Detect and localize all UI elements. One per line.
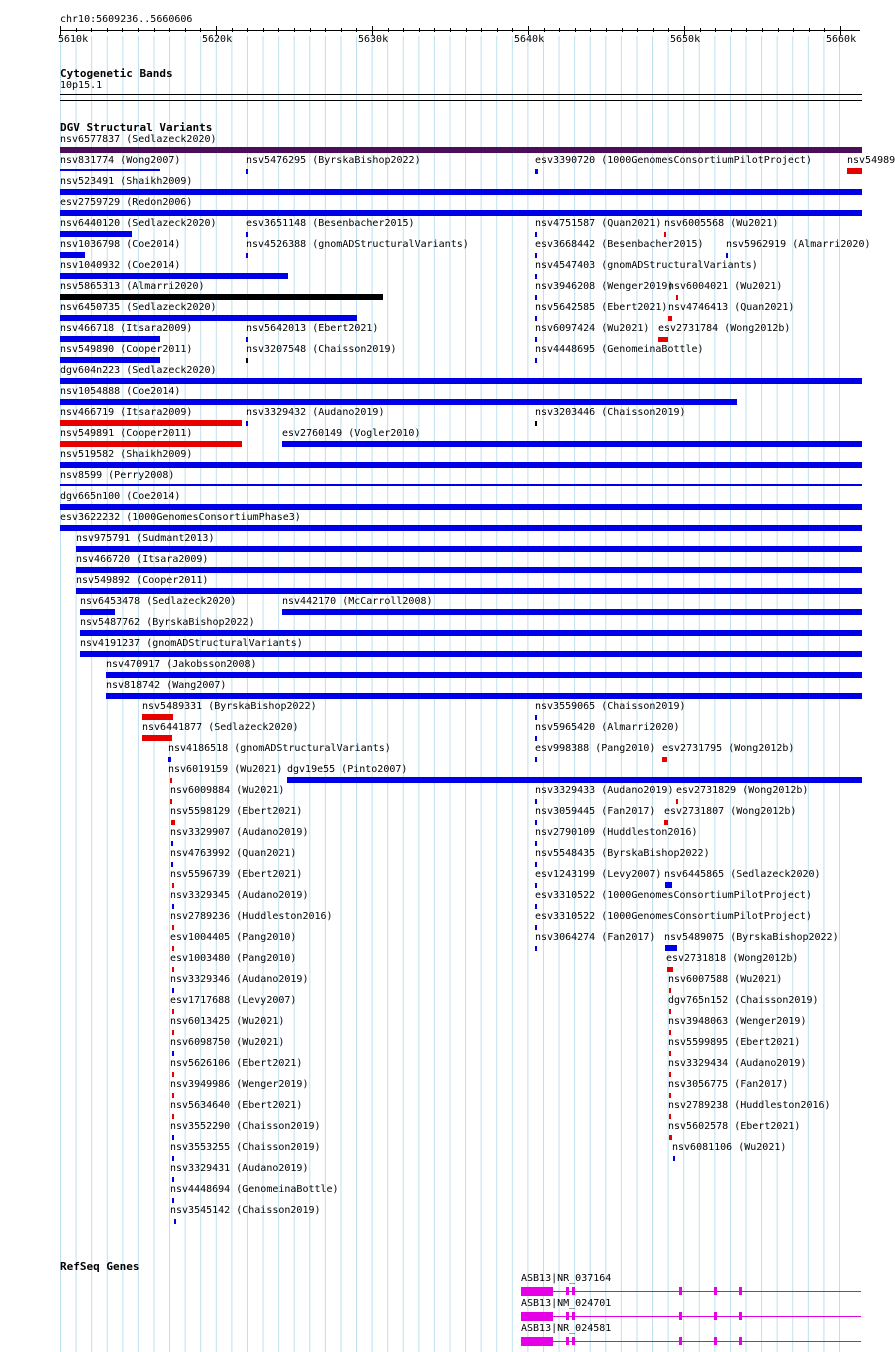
sv-feature-bar[interactable] xyxy=(535,862,537,867)
sv-feature-bar[interactable] xyxy=(170,778,172,783)
sv-feature-bar[interactable] xyxy=(172,1051,174,1056)
sv-feature-bar[interactable] xyxy=(676,799,678,804)
sv-feature-label[interactable]: nsv5487762 (ByrskaBishop2022) xyxy=(80,617,255,628)
sv-feature-label[interactable]: nsv3949986 (Wenger2019) xyxy=(170,1079,309,1090)
sv-feature-bar[interactable] xyxy=(142,714,173,720)
sv-feature-bar[interactable] xyxy=(60,189,862,195)
position-label: chr10:5609236..5660606 xyxy=(60,14,193,25)
sv-feature-label[interactable]: nsv3056775 (Fan2017) xyxy=(668,1079,789,1090)
sv-feature-label[interactable]: nsv3329345 (Audano2019) xyxy=(170,890,309,901)
sv-feature-label[interactable]: nsv6004021 (Wu2021) xyxy=(668,281,783,292)
sv-feature-bar[interactable] xyxy=(106,672,862,678)
sv-feature-bar[interactable] xyxy=(60,462,862,468)
ruler-minor-tick xyxy=(559,28,560,32)
sv-feature-label[interactable]: nsv6450735 (Sedlazeck2020) xyxy=(60,302,217,313)
sv-feature-bar[interactable] xyxy=(669,988,671,993)
sv-feature-bar[interactable] xyxy=(535,883,537,888)
sv-feature-bar[interactable] xyxy=(535,757,537,762)
gene-exon[interactable] xyxy=(566,1287,569,1295)
sv-feature-bar[interactable] xyxy=(665,882,672,888)
ruler-minor-tick xyxy=(341,28,342,32)
ruler-tick-label: 5620k xyxy=(202,34,233,45)
ruler-minor-tick xyxy=(185,28,186,32)
sv-feature-label[interactable]: esv3390720 (1000GenomesConsortiumPilotProject) xyxy=(535,155,812,166)
gene-exon[interactable] xyxy=(679,1312,682,1320)
sv-feature-label[interactable]: nsv5596739 (Ebert2021) xyxy=(170,869,303,880)
ruler-minor-tick xyxy=(450,28,451,32)
ruler-minor-tick xyxy=(325,28,326,32)
sv-feature-bar[interactable] xyxy=(282,441,862,447)
sv-feature-label[interactable]: esv2759729 (Redon2006) xyxy=(60,197,193,208)
gene-exon[interactable] xyxy=(679,1337,682,1345)
ruler-minor-tick xyxy=(388,28,389,32)
sv-feature-label[interactable]: nsv4526388 (gnomADStructuralVariants) xyxy=(246,239,469,250)
track-separator xyxy=(60,100,862,101)
sv-feature-label[interactable]: nsv5634640 (Ebert2021) xyxy=(170,1100,303,1111)
gene-exon[interactable] xyxy=(566,1312,569,1320)
sv-feature-label[interactable]: nsv54989 xyxy=(847,155,895,166)
ruler-minor-tick xyxy=(622,28,623,32)
sv-feature-label[interactable]: nsv2789238 (Huddleston2016) xyxy=(668,1100,831,1111)
ruler-minor-tick xyxy=(154,28,155,32)
sv-feature-bar[interactable] xyxy=(60,525,862,531)
gene-exon[interactable] xyxy=(566,1337,569,1345)
sv-feature-bar[interactable] xyxy=(60,420,242,426)
sv-feature-label[interactable]: esv1243199 (Levy2007) xyxy=(535,869,662,880)
sv-feature-bar[interactable] xyxy=(60,441,242,447)
sv-feature-label[interactable]: dgv19e55 (Pinto2007) xyxy=(287,764,408,775)
sv-feature-bar[interactable] xyxy=(535,946,537,951)
sv-feature-label[interactable]: nsv6097424 (Wu2021) xyxy=(535,323,650,334)
sv-feature-bar[interactable] xyxy=(172,883,174,888)
ruler-minor-tick xyxy=(466,28,467,32)
ruler-minor-tick xyxy=(731,28,732,32)
sv-feature-label[interactable]: nsv2789236 (Huddleston2016) xyxy=(170,911,333,922)
ruler-minor-tick xyxy=(434,28,435,32)
sv-feature-bar[interactable] xyxy=(171,862,173,867)
ruler-minor-tick xyxy=(497,28,498,32)
gene-exon[interactable] xyxy=(521,1337,553,1346)
sv-feature-label[interactable]: nsv3553255 (Chaisson2019) xyxy=(170,1142,321,1153)
sv-feature-bar[interactable] xyxy=(76,567,862,573)
sv-feature-bar[interactable] xyxy=(60,315,357,321)
sv-feature-bar[interactable] xyxy=(171,820,175,825)
ruler-minor-tick xyxy=(793,28,794,32)
ruler-minor-tick xyxy=(778,28,779,32)
sv-feature-label[interactable]: nsv1054888 (Coe2014) xyxy=(60,386,181,397)
sv-feature-label[interactable]: nsv3064274 (Fan2017) xyxy=(535,932,656,943)
sv-feature-bar[interactable] xyxy=(80,609,115,615)
sv-feature-label[interactable]: nsv6013425 (Wu2021) xyxy=(170,1016,285,1027)
sv-feature-label[interactable]: esv3651148 (Besenbacher2015) xyxy=(246,218,415,229)
ruler-minor-tick xyxy=(715,28,716,32)
sv-feature-label[interactable]: nsv4191237 (gnomADStructuralVariants) xyxy=(80,638,303,649)
sv-feature-label[interactable]: nsv549892 (Cooper2011) xyxy=(76,575,209,586)
ruler-minor-tick xyxy=(232,28,233,32)
sv-feature-label[interactable]: nsv1040932 (Coe2014) xyxy=(60,260,181,271)
sv-feature-bar[interactable] xyxy=(172,1093,174,1098)
ruler-tick-label: 5640k xyxy=(514,34,545,45)
sv-feature-bar[interactable] xyxy=(535,925,537,930)
sv-feature-label[interactable]: nsv5602578 (Ebert2021) xyxy=(668,1121,801,1132)
sv-feature-label[interactable]: nsv3059445 (Fan2017) xyxy=(535,806,656,817)
sv-feature-bar[interactable] xyxy=(60,378,862,384)
sv-feature-bar[interactable] xyxy=(726,253,728,258)
sv-feature-bar[interactable] xyxy=(669,1114,671,1119)
sv-feature-label[interactable]: esv3622232 (1000GenomesConsortiumPhase3) xyxy=(60,512,301,523)
ruler-minor-tick xyxy=(824,28,825,32)
sv-feature-label[interactable]: esv2731807 (Wong2012b) xyxy=(664,806,797,817)
sv-feature-label[interactable]: nsv3552290 (Chaisson2019) xyxy=(170,1121,321,1132)
sv-feature-label[interactable]: nsv519582 (Shaikh2009) xyxy=(60,449,193,460)
ruler-axis xyxy=(60,30,860,31)
sv-feature-bar[interactable] xyxy=(662,757,667,762)
gene-exon[interactable] xyxy=(572,1287,575,1295)
sv-feature-bar[interactable] xyxy=(60,210,862,216)
sv-feature-label[interactable]: nsv6453478 (Sedlazeck2020) xyxy=(80,596,237,607)
sv-feature-bar[interactable] xyxy=(172,946,174,951)
sv-feature-label[interactable]: nsv5865313 (Almarri2020) xyxy=(60,281,205,292)
sv-feature-label[interactable]: nsv818742 (Wang2007) xyxy=(106,680,227,691)
sv-feature-label[interactable]: nsv5489331 (ByrskaBishop2022) xyxy=(142,701,317,712)
sv-feature-bar[interactable] xyxy=(535,316,537,321)
sv-feature-bar[interactable] xyxy=(60,484,862,486)
sv-feature-bar[interactable] xyxy=(668,316,672,321)
ruler-minor-tick xyxy=(419,28,420,32)
ruler-minor-tick xyxy=(169,28,170,32)
sv-feature-label[interactable]: nsv1036798 (Coe2014) xyxy=(60,239,181,250)
cytoband-label: 10p15.1 xyxy=(60,80,103,91)
gene-label[interactable]: ASB13|NR_037164 xyxy=(521,1273,612,1284)
sv-feature-bar[interactable] xyxy=(106,693,862,699)
sv-feature-bar[interactable] xyxy=(80,630,862,636)
sv-feature-label[interactable]: esv1717688 (Levy2007) xyxy=(170,995,297,1006)
sv-feature-label[interactable]: nsv4448694 (GenomeinaBottle) xyxy=(170,1184,339,1195)
ruler-minor-tick xyxy=(809,28,810,32)
ruler-minor-tick xyxy=(138,28,139,32)
sv-feature-label[interactable]: nsv470917 (Jakobsson2008) xyxy=(106,659,257,670)
sv-feature-label[interactable]: esv2731829 (Wong2012b) xyxy=(676,785,809,796)
sv-feature-bar[interactable] xyxy=(673,1156,675,1161)
ruler-minor-tick xyxy=(310,28,311,32)
sv-feature-label[interactable]: nsv5626106 (Ebert2021) xyxy=(170,1058,303,1069)
sv-feature-bar[interactable] xyxy=(664,820,668,825)
refseq-track-title[interactable]: RefSeq Genes xyxy=(60,1260,140,1273)
sv-feature-label[interactable]: esv3310522 (1000GenomesConsortiumPilotProject) xyxy=(535,911,812,922)
sv-feature-bar[interactable] xyxy=(60,273,288,279)
sv-feature-bar[interactable] xyxy=(287,777,862,783)
sv-feature-label[interactable]: esv3668442 (Besenbacher2015) xyxy=(535,239,704,250)
sv-feature-bar[interactable] xyxy=(60,147,862,153)
sv-feature-label[interactable]: nsv6441877 (Sedlazeck2020) xyxy=(142,722,299,733)
sv-feature-label[interactable]: esv2760149 (Vogler2010) xyxy=(282,428,421,439)
sv-feature-bar[interactable] xyxy=(282,609,862,615)
sv-feature-bar[interactable] xyxy=(172,967,174,972)
sv-feature-bar[interactable] xyxy=(658,337,668,342)
sv-feature-bar[interactable] xyxy=(535,421,537,426)
sv-feature-label[interactable]: nsv6009884 (Wu2021) xyxy=(170,785,285,796)
gene-label[interactable]: ASB13|NR_024581 xyxy=(521,1323,612,1334)
gene-exon[interactable] xyxy=(739,1337,742,1345)
sv-feature-bar[interactable] xyxy=(669,1072,671,1077)
sv-feature-bar[interactable] xyxy=(171,841,173,846)
sv-feature-bar[interactable] xyxy=(60,294,383,300)
sv-feature-label[interactable]: nsv3203446 (Chaisson2019) xyxy=(535,407,686,418)
sv-feature-label[interactable]: nsv5642013 (Ebert2021) xyxy=(246,323,379,334)
ruler-minor-tick xyxy=(512,28,513,32)
ruler-minor-tick xyxy=(481,28,482,32)
sv-feature-bar[interactable] xyxy=(60,504,862,510)
cytoband-track-title[interactable]: Cytogenetic Bands xyxy=(60,67,173,80)
sv-feature-label[interactable]: nsv6005568 (Wu2021) xyxy=(664,218,779,229)
sv-feature-label[interactable]: nsv549891 (Cooper2011) xyxy=(60,428,193,439)
sv-feature-label[interactable]: esv2731795 (Wong2012b) xyxy=(662,743,795,754)
sv-feature-bar[interactable] xyxy=(535,232,537,237)
cytoband-band[interactable] xyxy=(60,94,862,95)
ruler-tick-label: 5660k xyxy=(826,34,857,45)
sv-feature-label[interactable]: nsv442170 (McCarroll2008) xyxy=(282,596,433,607)
sv-feature-label[interactable]: nsv6019159 (Wu2021) xyxy=(168,764,283,775)
ruler-minor-tick xyxy=(247,28,248,32)
sv-feature-label[interactable]: nsv4751587 (Quan2021) xyxy=(535,218,662,229)
sv-feature-bar[interactable] xyxy=(172,1198,174,1203)
sv-feature-bar[interactable] xyxy=(535,295,537,300)
sv-feature-bar[interactable] xyxy=(60,169,160,171)
ruler-minor-tick xyxy=(575,28,576,32)
sv-feature-label[interactable]: esv2731818 (Wong2012b) xyxy=(666,953,799,964)
sv-feature-bar[interactable] xyxy=(60,336,160,342)
sv-feature-label[interactable]: esv1004405 (Pang2010) xyxy=(170,932,297,943)
ruler-minor-tick xyxy=(544,28,545,32)
sv-feature-label[interactable]: nsv3329432 (Audano2019) xyxy=(246,407,385,418)
sv-feature-label[interactable]: nsv3948063 (Wenger2019) xyxy=(668,1016,807,1027)
sv-feature-bar[interactable] xyxy=(172,1030,174,1035)
sv-feature-bar[interactable] xyxy=(535,841,537,846)
ruler-tick-label: 5610k xyxy=(58,34,89,45)
sv-feature-bar[interactable] xyxy=(669,1135,672,1140)
sv-feature-bar[interactable] xyxy=(535,253,537,258)
sv-feature-bar[interactable] xyxy=(535,820,537,825)
sv-feature-label[interactable]: nsv549890 (Cooper2011) xyxy=(60,344,193,355)
sv-feature-label[interactable]: nsv3946208 (Wenger2019) xyxy=(535,281,674,292)
sv-feature-bar[interactable] xyxy=(170,799,172,804)
sv-feature-bar[interactable] xyxy=(172,1177,174,1182)
sv-feature-label[interactable]: nsv4763992 (Quan2021) xyxy=(170,848,297,859)
gene-exon[interactable] xyxy=(679,1287,682,1295)
sv-feature-label[interactable]: nsv5965420 (Almarri2020) xyxy=(535,722,680,733)
sv-feature-bar[interactable] xyxy=(535,274,537,279)
sv-feature-label[interactable]: nsv5548435 (ByrskaBishop2022) xyxy=(535,848,710,859)
dgv-track-title[interactable]: DGV Structural Variants xyxy=(60,121,213,134)
sv-feature-bar[interactable] xyxy=(535,337,537,342)
sv-feature-label[interactable]: nsv3329434 (Audano2019) xyxy=(668,1058,807,1069)
sv-feature-bar[interactable] xyxy=(172,1156,174,1161)
ruler-minor-tick xyxy=(606,28,607,32)
sv-feature-label[interactable]: nsv2790109 (Huddleston2016) xyxy=(535,827,698,838)
sv-feature-label[interactable]: nsv466720 (Itsara2009) xyxy=(76,554,209,565)
sv-feature-label[interactable]: nsv5598129 (Ebert2021) xyxy=(170,806,303,817)
sv-feature-label[interactable]: nsv3329433 (Audano2019) xyxy=(535,785,674,796)
sv-feature-bar[interactable] xyxy=(80,651,862,657)
gene-exon[interactable] xyxy=(521,1312,553,1321)
sv-feature-label[interactable]: nsv5489075 (ByrskaBishop2022) xyxy=(664,932,839,943)
sv-feature-bar[interactable] xyxy=(246,421,248,426)
gene-exon[interactable] xyxy=(714,1287,717,1295)
sv-feature-bar[interactable] xyxy=(172,925,174,930)
gene-exon[interactable] xyxy=(572,1337,575,1345)
sv-feature-bar[interactable] xyxy=(60,252,85,258)
sv-feature-label[interactable]: nsv4448695 (GenomeinaBottle) xyxy=(535,344,704,355)
ruler-tick-label: 5650k xyxy=(670,34,701,45)
sv-feature-bar[interactable] xyxy=(76,588,862,594)
ruler-tick-label: 5630k xyxy=(358,34,389,45)
sv-feature-bar[interactable] xyxy=(669,1009,671,1014)
sv-feature-bar[interactable] xyxy=(142,735,172,741)
sv-feature-label[interactable]: nsv3559065 (Chaisson2019) xyxy=(535,701,686,712)
sv-feature-bar[interactable] xyxy=(76,546,862,552)
sv-feature-bar[interactable] xyxy=(669,1093,671,1098)
sv-feature-label[interactable]: nsv466718 (Itsara2009) xyxy=(60,323,193,334)
sv-feature-bar[interactable] xyxy=(676,295,678,300)
sv-feature-label[interactable]: nsv4746413 (Quan2021) xyxy=(668,302,795,313)
gene-exon[interactable] xyxy=(714,1312,717,1320)
sv-feature-label[interactable]: dgv765n152 (Chaisson2019) xyxy=(668,995,819,1006)
ruler-minor-tick xyxy=(356,28,357,32)
sv-feature-bar[interactable] xyxy=(665,945,677,951)
sv-feature-label[interactable]: nsv4547403 (gnomADStructuralVariants) xyxy=(535,260,758,271)
sv-feature-bar[interactable] xyxy=(246,232,248,237)
sv-feature-label[interactable]: dgv665n100 (Coe2014) xyxy=(60,491,181,502)
sv-feature-bar[interactable] xyxy=(246,253,248,258)
ruler-minor-tick xyxy=(294,28,295,32)
sv-feature-bar[interactable] xyxy=(535,715,537,720)
sv-feature-label[interactable]: dgv604n223 (Sedlazeck2020) xyxy=(60,365,217,376)
sv-feature-label[interactable]: nsv8599 (Perry2008) xyxy=(60,470,175,481)
sv-feature-bar[interactable] xyxy=(246,358,248,363)
sv-feature-label[interactable]: esv1003480 (Pang2010) xyxy=(170,953,297,964)
sv-feature-label[interactable]: nsv3329431 (Audano2019) xyxy=(170,1163,309,1174)
ruler-minor-tick xyxy=(762,28,763,32)
ruler-minor-tick xyxy=(746,28,747,32)
sv-feature-bar[interactable] xyxy=(174,1219,176,1224)
sv-feature-label[interactable]: nsv6577837 (Sedlazeck2020) xyxy=(60,134,217,145)
ruler-minor-tick xyxy=(263,28,264,32)
sv-feature-bar[interactable] xyxy=(669,1030,671,1035)
sv-feature-label[interactable]: nsv3329907 (Audano2019) xyxy=(170,827,309,838)
sv-feature-label[interactable]: esv2731784 (Wong2012b) xyxy=(658,323,791,334)
sv-feature-bar[interactable] xyxy=(246,337,248,342)
sv-feature-label[interactable]: nsv5962919 (Almarri2020) xyxy=(726,239,871,250)
gene-exon[interactable] xyxy=(739,1287,742,1295)
sv-feature-bar[interactable] xyxy=(60,231,132,237)
sv-feature-bar[interactable] xyxy=(172,1009,174,1014)
sv-feature-label[interactable]: nsv3207548 (Chaisson2019) xyxy=(246,344,397,355)
sv-feature-bar[interactable] xyxy=(847,168,862,174)
gene-exon[interactable] xyxy=(739,1312,742,1320)
sv-feature-label[interactable]: nsv3329346 (Audano2019) xyxy=(170,974,309,985)
sv-feature-bar[interactable] xyxy=(60,357,160,363)
sv-feature-label[interactable]: nsv523491 (Shaikh2009) xyxy=(60,176,193,187)
sv-feature-label[interactable]: nsv5642585 (Ebert2021) xyxy=(535,302,668,313)
sv-feature-bar[interactable] xyxy=(535,904,537,909)
ruler-minor-tick xyxy=(668,28,669,32)
sv-feature-bar[interactable] xyxy=(664,232,666,237)
sv-feature-label[interactable]: nsv6098750 (Wu2021) xyxy=(170,1037,285,1048)
ruler-minor-tick xyxy=(76,28,77,32)
gene-exon[interactable] xyxy=(521,1287,553,1296)
ruler-minor-tick xyxy=(200,28,201,32)
sv-feature-bar[interactable] xyxy=(535,358,537,363)
ruler-minor-tick xyxy=(403,28,404,32)
sv-feature-bar[interactable] xyxy=(172,1135,174,1140)
sv-feature-label[interactable]: nsv6007588 (Wu2021) xyxy=(668,974,783,985)
sv-feature-bar[interactable] xyxy=(535,169,538,174)
ruler-minor-tick xyxy=(91,28,92,32)
sv-feature-bar[interactable] xyxy=(172,988,174,993)
sv-feature-label[interactable]: nsv6081106 (Wu2021) xyxy=(672,1142,787,1153)
sv-feature-label[interactable]: nsv3545142 (Chaisson2019) xyxy=(170,1205,321,1216)
gene-exon[interactable] xyxy=(714,1337,717,1345)
sv-feature-bar[interactable] xyxy=(535,736,537,741)
sv-feature-label[interactable]: nsv975791 (Sudmant2013) xyxy=(76,533,215,544)
sv-feature-bar[interactable] xyxy=(172,1072,174,1077)
sv-feature-label[interactable]: nsv4186518 (gnomADStructuralVariants) xyxy=(168,743,391,754)
sv-feature-bar[interactable] xyxy=(60,399,737,405)
sv-feature-label[interactable]: esv3310522 (1000GenomesConsortiumPilotProject) xyxy=(535,890,812,901)
sv-feature-bar[interactable] xyxy=(172,1114,174,1119)
sv-feature-bar[interactable] xyxy=(168,757,171,762)
sv-feature-label[interactable]: nsv6440120 (Sedlazeck2020) xyxy=(60,218,217,229)
sv-feature-bar[interactable] xyxy=(172,904,174,909)
sv-feature-label[interactable]: nsv466719 (Itsara2009) xyxy=(60,407,193,418)
gene-exon[interactable] xyxy=(572,1312,575,1320)
ruler-minor-tick xyxy=(122,28,123,32)
gene-label[interactable]: ASB13|NM_024701 xyxy=(521,1298,612,1309)
ruler-minor-tick xyxy=(700,28,701,32)
sv-feature-bar[interactable] xyxy=(667,967,673,972)
sv-feature-label[interactable]: esv998388 (Pang2010) xyxy=(535,743,656,754)
sv-feature-bar[interactable] xyxy=(669,1051,671,1056)
sv-feature-label[interactable]: nsv5599895 (Ebert2021) xyxy=(668,1037,801,1048)
sv-feature-label[interactable]: nsv6445865 (Sedlazeck2020) xyxy=(664,869,821,880)
sv-feature-label[interactable]: nsv5476295 (ByrskaBishop2022) xyxy=(246,155,421,166)
sv-feature-bar[interactable] xyxy=(535,799,537,804)
ruler-minor-tick xyxy=(107,28,108,32)
ruler-minor-tick xyxy=(590,28,591,32)
ruler-minor-tick xyxy=(653,28,654,32)
ruler-minor-tick xyxy=(637,28,638,32)
ruler-minor-tick xyxy=(278,28,279,32)
sv-feature-label[interactable]: nsv831774 (Wong2007) xyxy=(60,155,181,166)
sv-feature-bar[interactable] xyxy=(246,169,248,174)
